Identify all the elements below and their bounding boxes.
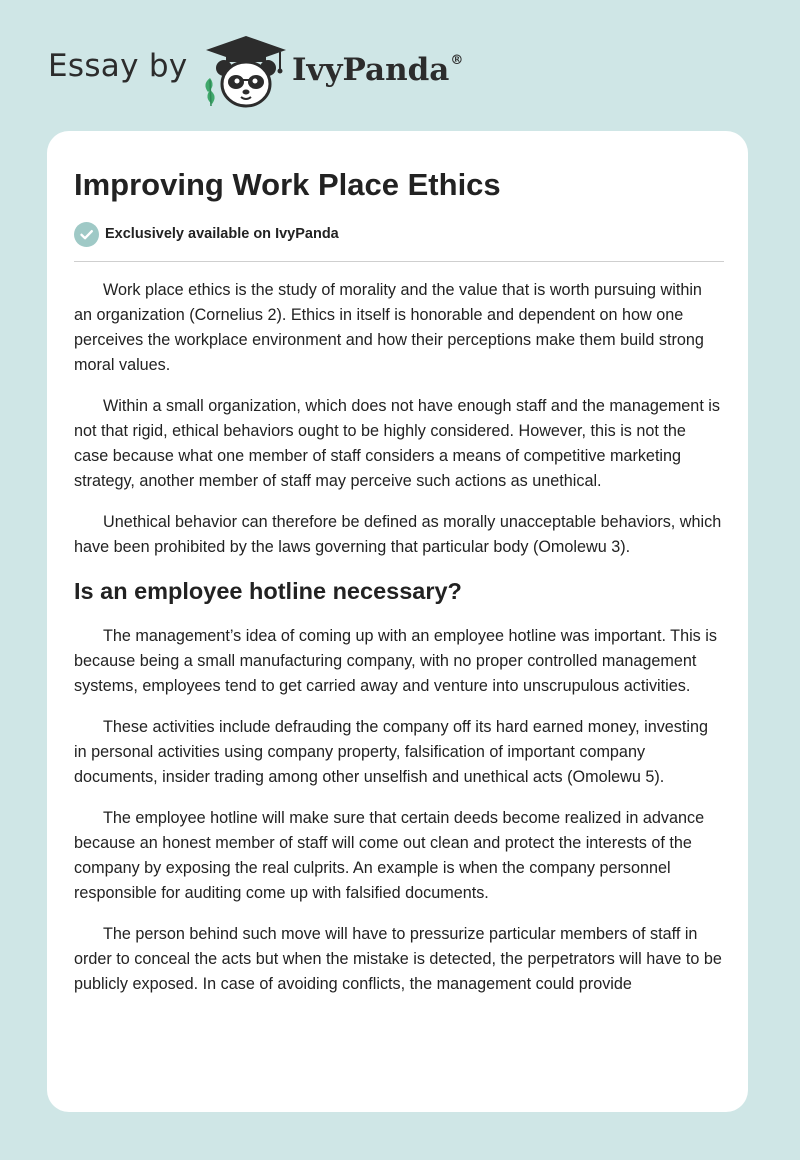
site-header — [0, 0, 800, 130]
essay-card — [47, 131, 748, 1112]
paragraph: The management’s idea of coming up with an employee hotline was important. This is because being a small manufacturing company, with no proper controlled management systems, employees tend to get carried away and venture into unscrupulous activities. — [74, 627, 717, 695]
paragraph: These activities include defrauding the company off its hard earned money, investing in personal activities using company property, falsification of important company documents, insider trading among other unselfish and unethical acts (Omolewu 5). — [74, 718, 708, 786]
paragraph: Work place ethics is the study of morality and the value that is worth pursuing within an organization (Cornelius 2). Ethics in itself is honorable and dependent on how one perceives the workplace environment and how their perceptions make them build strong moral values. — [74, 281, 704, 374]
brand-name[interactable] — [292, 52, 463, 88]
essay-content — [74, 278, 724, 1013]
title-divider — [74, 261, 724, 262]
essay-by-label: Essay by — [48, 48, 188, 84]
page-title: Improving Work Place Ethics — [74, 167, 501, 202]
registered-mark: ® — [450, 53, 464, 68]
exclusive-label: Exclusively available on IvyPanda — [105, 226, 339, 242]
brand-name-text: IvyPanda — [292, 52, 450, 88]
paragraph: Unethical behavior can therefore be defined as morally unacceptable behaviors, which have been prohibited by the laws governing that particular body (Omolewu 3). — [74, 513, 722, 556]
exclusive-notice — [74, 221, 339, 247]
paragraph: The employee hotline will make sure that certain deeds become realized in advance because an honest member of staff will come out clean and protect the interests of the company by exposing the real culprits. An example is when the company personnel responsible for auditing come up with falsified documents. — [74, 809, 705, 902]
paragraph: The person behind such move will have to pressurize particular members of staff in order to conceal the acts but when the mistake is detected, the perpetrators will have to be publicly exposed. In case of avoiding conflicts, the management could provide — [74, 925, 722, 993]
panda-logo-icon[interactable] — [200, 34, 292, 110]
check-badge-icon — [74, 222, 99, 247]
section-heading: Is an employee hotline necessary? — [74, 578, 462, 604]
paragraph: Within a small organization, which does not have enough staff and the management is not that rigid, ethical behaviors ought to be highly considered. However, this is not the case because what one member of staff considers a means of competitive marketing strategy, another member of staff may perceive such actions as unethical. — [74, 397, 720, 490]
